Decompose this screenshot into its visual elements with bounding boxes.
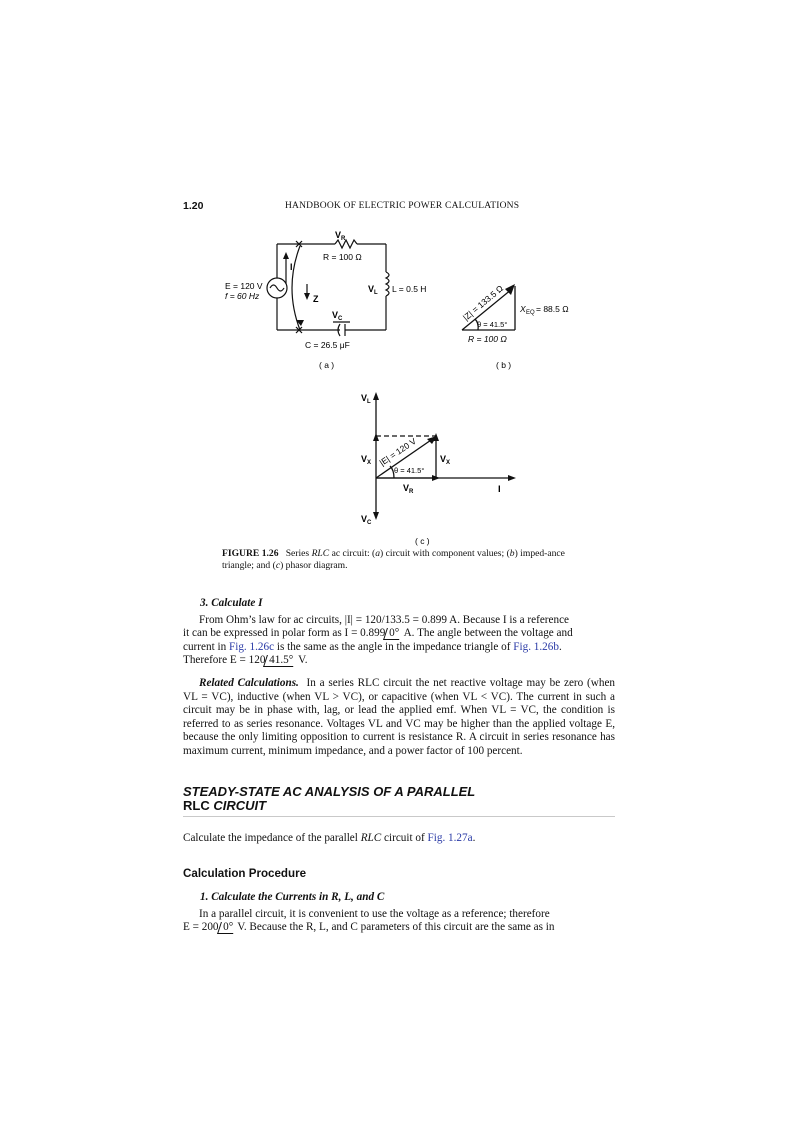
figure-c-phasor-diagram bbox=[352, 386, 532, 548]
fig-1-27a-link[interactable]: Fig. 1.27a bbox=[427, 832, 473, 844]
step-3-line-4 bbox=[183, 654, 615, 668]
xeq-subscript: EQ bbox=[526, 310, 535, 316]
vx-left-subscript: X bbox=[367, 460, 372, 466]
procedure-heading: Calculation Procedure bbox=[183, 867, 307, 880]
vr-axis-subscript: R bbox=[409, 489, 414, 495]
theta-label-c: θ = 41.5° bbox=[394, 466, 425, 475]
vr-subscript: R bbox=[341, 236, 346, 242]
text-run: Calculate the impedance of the parallel bbox=[183, 832, 361, 844]
text-run: Therefore E = 120 bbox=[183, 654, 266, 667]
vl-subscript: L bbox=[374, 290, 378, 296]
angle-value: 0° bbox=[222, 921, 233, 934]
fig-1-26c-link[interactable]: Fig. 1.26c bbox=[228, 640, 275, 653]
c-value-label: C = 26.5 μF bbox=[305, 340, 350, 350]
caption-text: Series bbox=[285, 548, 312, 559]
related-calculations bbox=[183, 677, 615, 759]
step-3-line-3 bbox=[183, 641, 615, 655]
vx-right-subscript: X bbox=[446, 460, 451, 466]
text-run: circuit of bbox=[381, 832, 428, 844]
vr-axis-label: V bbox=[403, 483, 410, 493]
xeq-label: X bbox=[520, 304, 526, 314]
page-number: 1.20 bbox=[183, 200, 204, 212]
caption-c: c bbox=[275, 560, 281, 571]
caption-rlc: RLC bbox=[311, 548, 330, 559]
caption-text: ) imped-ance triangle; and ( bbox=[222, 548, 565, 571]
panel-c-label: ( c ) bbox=[415, 536, 430, 546]
intro-paragraph bbox=[183, 832, 615, 846]
step-1-section bbox=[183, 891, 615, 935]
related-text: In a series RLC circuit the net reactive voltage may be zero (when VL = VC), inductive (when VL > VC), or capacitive (when VL < VC). The current in such a circuit may be in phase with, lag, or lead the applied emf. When VL = VC, the condition is referred to as series resonance. Voltages VL and VC may be higher than the applied voltage E, because the only limiting opposition to current is resistance R. A circuit in series resonance has maximum current, minimum impedance, and a power factor of 100 percent. bbox=[183, 677, 616, 757]
r-label-b: R = 100 Ω bbox=[468, 334, 507, 344]
source-frequency-label: f = 60 Hz bbox=[225, 291, 260, 301]
i-axis-label: I bbox=[498, 484, 501, 495]
vl-label: V bbox=[368, 284, 375, 294]
text-run: A. The angle between the voltage and bbox=[401, 627, 573, 640]
section-heading bbox=[183, 785, 615, 817]
step-3-heading: 3. Calculate I bbox=[200, 597, 263, 609]
text-run: it can be expressed in polar form as I = 0.899 bbox=[183, 627, 386, 640]
vc-axis-subscript: C bbox=[367, 520, 372, 526]
text-run: V. Because the R, L, and C parameters of this circuit are the same as in bbox=[234, 921, 555, 934]
step-3-line-1: From Ohm’s law for ac circuits, |I| = 120/133.5 = 0.899 A. Because I is a reference bbox=[199, 613, 570, 626]
caption-text: ) circuit with component values; ( bbox=[380, 548, 510, 559]
text-run: is the same as the angle in the impedance triangle of bbox=[274, 640, 514, 653]
related-heading: Related Calculations. bbox=[199, 677, 299, 689]
vc-label: V bbox=[332, 310, 339, 320]
l-value-label: L = 0.5 H bbox=[392, 284, 427, 294]
running-title: HANDBOOK OF ELECTRIC POWER CALCULATIONS bbox=[285, 201, 520, 211]
panel-a-label: ( a ) bbox=[319, 360, 335, 370]
caption-a: a bbox=[375, 548, 381, 559]
text-run: . bbox=[472, 832, 476, 844]
caption-text: ) phasor diagram. bbox=[280, 560, 348, 571]
vx-right-label: V bbox=[440, 454, 447, 464]
vx-left-label: V bbox=[361, 454, 368, 464]
vl-axis-subscript: L bbox=[367, 399, 371, 405]
step-3-section bbox=[183, 597, 615, 668]
z-magnitude-label: |Z| = 133.5 Ω bbox=[460, 283, 506, 323]
text-run: CIRCUIT bbox=[209, 798, 267, 813]
figure-a-circuit bbox=[222, 226, 427, 374]
caption-b: b bbox=[509, 548, 515, 559]
theta-label-b: θ = 41.5° bbox=[477, 320, 508, 329]
vc-subscript: C bbox=[338, 316, 343, 322]
figure-label: FIGURE 1.26 bbox=[222, 548, 279, 559]
figure-b-impedance-triangle bbox=[448, 268, 598, 374]
caption-text: ac circuit: ( bbox=[329, 548, 376, 559]
text-run: . bbox=[558, 640, 562, 653]
text-run: RLC bbox=[183, 798, 210, 813]
text-run: V. bbox=[295, 654, 308, 667]
step-1-line-1: In a parallel circuit, it is convenient to use the voltage as a reference; therefore bbox=[199, 907, 550, 920]
step-1-heading: 1. Calculate the Currents in R, L, and C bbox=[200, 891, 385, 903]
step-3-line-2 bbox=[183, 627, 615, 641]
text-run: current in bbox=[183, 640, 229, 653]
angle-value: 41.5° bbox=[269, 654, 294, 667]
fig-1-26b-link[interactable]: Fig. 1.26b bbox=[513, 640, 559, 653]
figure-caption bbox=[222, 548, 594, 572]
section-heading-line-2 bbox=[183, 799, 615, 813]
text-run: RLC bbox=[360, 832, 382, 844]
panel-b-label: ( b ) bbox=[496, 360, 512, 370]
vr-label: V bbox=[335, 230, 342, 240]
angle-value: 0° bbox=[389, 627, 400, 640]
vl-axis-label: V bbox=[361, 393, 368, 403]
vc-axis-label: V bbox=[361, 514, 368, 524]
text-run: E = 200 bbox=[183, 921, 219, 934]
step-1-line-2 bbox=[183, 921, 615, 935]
xeq-value: = 88.5 Ω bbox=[536, 304, 569, 314]
impedance-label: Z bbox=[313, 294, 319, 304]
r-value-label: R = 100 Ω bbox=[323, 252, 362, 262]
section-heading-line-1: STEADY-STATE AC ANALYSIS OF A PARALLEL bbox=[183, 784, 476, 799]
source-voltage-label: E = 120 V bbox=[225, 281, 263, 291]
current-label: I bbox=[290, 262, 293, 272]
e-magnitude-label: |E| = 120 V bbox=[377, 435, 418, 468]
